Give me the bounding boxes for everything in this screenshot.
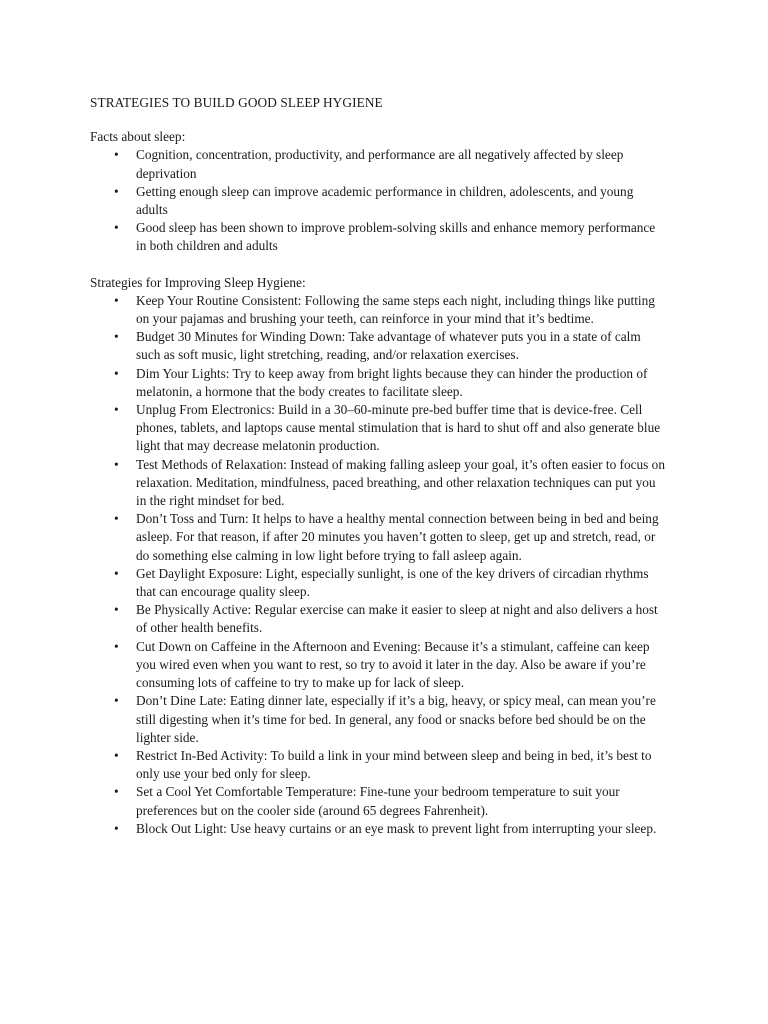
list-item: • Be Physically Active: Regular exercise can make it easier to sleep at night and also delivers a host of other health benefits. bbox=[136, 601, 668, 637]
page-title: STRATEGIES TO BUILD GOOD SLEEP HYGIENE bbox=[90, 95, 383, 110]
list-item: • Unplug From Electronics: Build in a 30–60-minute pre-bed buffer time that is device-free. Cell phones, tablets, and laptops cause mental stimulation that is hard to shut off and also generate blue light that may decrease melatonin production. bbox=[136, 401, 668, 456]
list-item: • Get Daylight Exposure: Light, especially sunlight, is one of the key drivers of circadian rhythms that can encourage quality sleep. bbox=[136, 565, 668, 601]
list-item: • Good sleep has been shown to improve problem-solving skills and enhance memory performance in both children and adults bbox=[136, 219, 668, 255]
list-item: • Cut Down on Caffeine in the Afternoon and Evening: Because it’s a stimulant, caffeine can keep you wired even when you want to rest, so try to avoid it later in the day. Also be aware if you’re consuming lots of caffeine to try to make up for lack of sleep. bbox=[136, 638, 668, 693]
facts-heading: Facts about sleep: bbox=[90, 129, 186, 145]
list-item: • Dim Your Lights: Try to keep away from bright lights because they can hinder the production of melatonin, a hormone that the body creates to facilitate sleep. bbox=[136, 365, 668, 401]
list-item: • Keep Your Routine Consistent: Following the same steps each night, including things like putting on your pajamas and brushing your teeth, can reinforce in your mind that it’s bedtime. bbox=[136, 292, 668, 328]
list-item: • Budget 30 Minutes for Winding Down: Take advantage of whatever puts you in a state of calm such as soft music, light stretching, reading, and/or relaxation exercises. bbox=[136, 328, 668, 364]
strategies-heading: Strategies for Improving Sleep Hygiene: bbox=[90, 274, 306, 290]
list-item: • Restrict In-Bed Activity: To build a link in your mind between sleep and being in bed, it’s best to only use your bed only for sleep. bbox=[136, 747, 668, 783]
list-item: • Cognition, concentration, productivity, and performance are all negatively affected by sleep deprivation bbox=[136, 146, 668, 182]
list-item: • Block Out Light: Use heavy curtains or an eye mask to prevent light from interrupting your sleep. bbox=[136, 820, 668, 838]
list-item: • Don’t Dine Late: Eating dinner late, especially if it’s a big, heavy, or spicy meal, can mean you’re still digesting when it’s time for bed. In general, any food or snacks before bed should be on the lighter side. bbox=[136, 692, 668, 747]
strategies-list bbox=[90, 292, 668, 838]
facts-list bbox=[90, 146, 668, 255]
list-item: • Test Methods of Relaxation: Instead of making falling asleep your goal, it’s often easier to focus on relaxation. Meditation, mindfulness, paced breathing, and other relaxation techniques can put you in the right mindset for bed. bbox=[136, 456, 668, 511]
list-item: • Getting enough sleep can improve academic performance in children, adolescents, and young adults bbox=[136, 183, 668, 219]
list-item: • Don’t Toss and Turn: It helps to have a healthy mental connection between being in bed and being asleep. For that reason, if after 20 minutes you haven’t gotten to sleep, get up and stretch, read, or do something else calming in low light before trying to fall asleep again. bbox=[136, 510, 668, 565]
list-item: • Set a Cool Yet Comfortable Temperature: Fine-tune your bedroom temperature to suit your preferences but on the cooler side (around 65 degrees Fahrenheit). bbox=[136, 783, 668, 819]
